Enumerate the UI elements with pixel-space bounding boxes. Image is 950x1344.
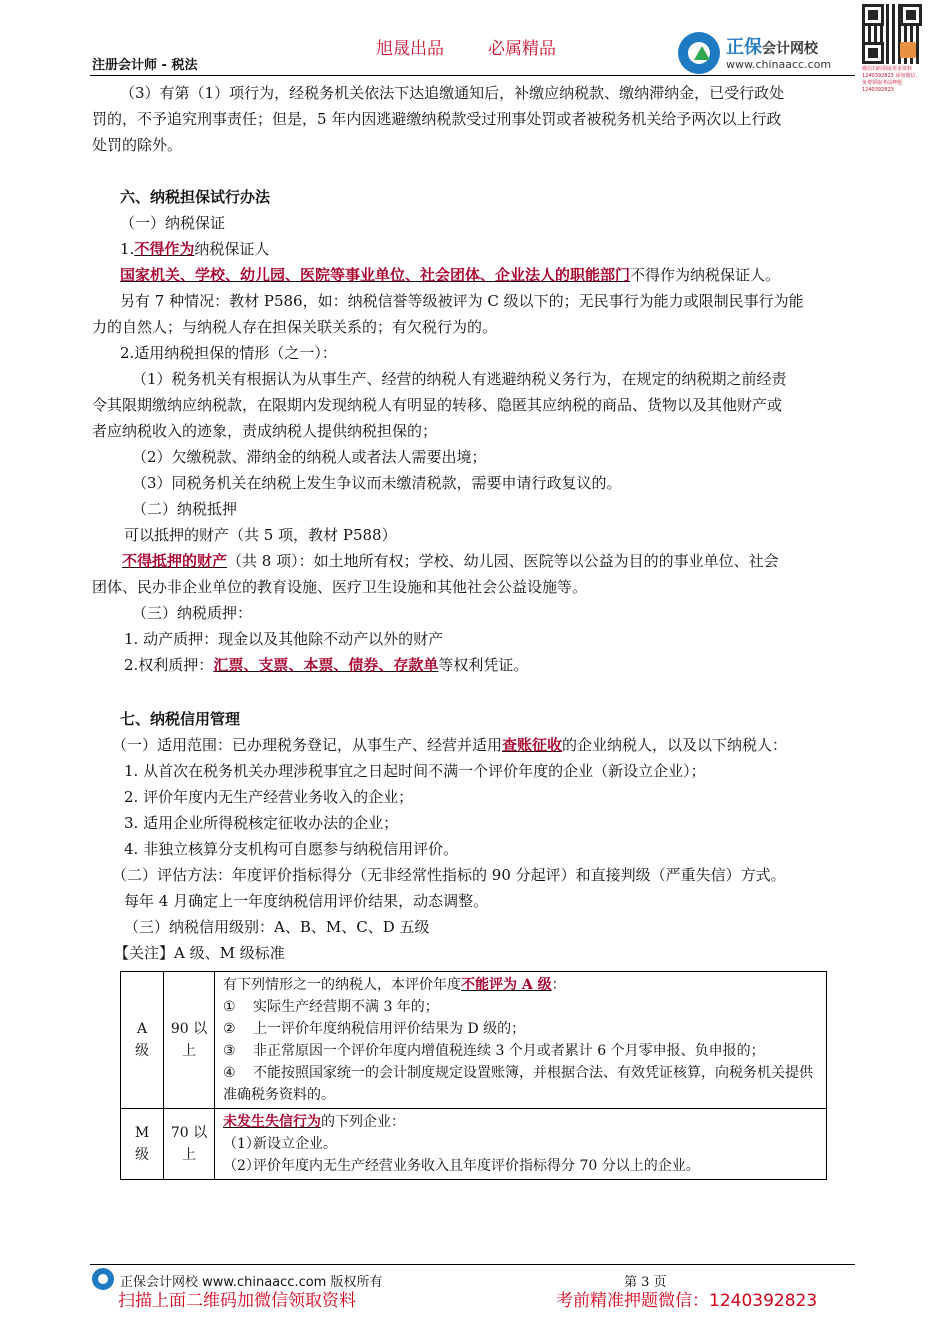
- para-line: 另有 7 种情况：教材 P586，如：纳税信誉等级被评为 C 级以下的；无民事行为能力或限制民事行为能: [120, 292, 804, 310]
- para-line: 力的自然人；与纳税人存在担保关联关系的；有欠税行为的。: [92, 318, 498, 336]
- para-line: 团体、民办非企业单位的教育设施、医疗卫生设施和其他社会公益设施等。: [92, 578, 588, 596]
- para-line: 令其限期缴纳应纳税款，在限期内发现纳税人有明显的转移、隐匿其应纳税的商品、货物以及其他财产或: [92, 396, 783, 414]
- score-cell: 70 以 上: [164, 1109, 215, 1180]
- list-item: （2）评价年度内无生产经营业务收入且年度评价指标得分 70 分以上的企业。: [223, 1158, 700, 1174]
- footer-logo-icon: [92, 1268, 114, 1290]
- subsection-heading: （一）纳税保证: [120, 214, 226, 232]
- para-line: 不得抵押的财产（共 8 项）：如土地所有权；学校、幼儿园、医院等以公益为目的的事业单位、社会: [122, 552, 779, 570]
- criteria-cell: 有下列情形之一的纳税人，本评价年度不能评为 A 级： ① 实际生产经营期不满 3 年的； ② 上一评价年度纳税信用评价结果为 D 级的； ③ 非正常原因一个评价年度内增值税连续 3 个月或者累计 6 个月零申报、负申报的； ④ 不能按照国家统一的会计制度规定设置账簿，并根据合法、有效凭证核算，向税务机关提供准确税务资料的。: [215, 972, 827, 1109]
- highlight-text: 未发生失信行为: [223, 1114, 321, 1130]
- list-item: ① 实际生产经营期不满 3 年的；: [223, 999, 439, 1015]
- score-cell: 90 以 上: [164, 972, 215, 1109]
- logo-name: 正保会计网校: [726, 37, 818, 58]
- para-line: 2.适用纳税担保的情形（之一）：: [120, 344, 337, 362]
- list-item: （1）新设立企业。: [223, 1136, 337, 1152]
- list-item: ③ 非正常原因一个评价年度内增值税连续 3 个月或者累计 6 个月零申报、负申报的；: [223, 1043, 765, 1059]
- para-line: 国家机关、学校、幼儿园、医院等事业单位、社会团体、企业法人的职能部门不得作为纳税保证人。: [120, 266, 781, 284]
- para-line: 者应纳税收入的迹象，责成纳税人提供纳税担保的；: [92, 422, 438, 440]
- slogan-1: 旭晟出品: [376, 39, 444, 59]
- criteria-cell: 未发生失信行为的下列企业： （1）新设立企业。 （2）评价年度内无生产经营业务收入且年度评价指标得分 70 分以上的企业。: [215, 1109, 827, 1180]
- para-line: 每年 4 月确定上一年度纳税信用评价结果，动态调整。: [124, 892, 489, 910]
- para-line: 2.权利质押：汇票、支票、本票、债券、存款单等权利凭证。: [124, 656, 529, 674]
- list-item: 4. 非独立核算分支机构可自愿参与纳税信用评价。: [124, 840, 459, 858]
- para-line: 1. 动产质押：现金以及其他除不动产以外的财产: [124, 630, 444, 648]
- highlight-text: 查账征收: [502, 736, 563, 754]
- grade-cell: A 级: [121, 972, 164, 1109]
- list-item: ② 上一评价年度纳税信用评价结果为 D 级的；: [223, 1021, 526, 1037]
- course-title: 注册会计师 - 税法: [92, 58, 198, 73]
- highlight-text: 国家机关、学校、幼儿园、医院等事业单位、社会团体、企业法人的职能部门: [120, 266, 631, 284]
- para-line: （2）欠缴税款、滞纳金的纳税人或者法人需要出境；: [132, 448, 487, 466]
- credit-grade-table: [120, 971, 827, 1180]
- logo-url: www.chinaacc.com: [726, 58, 832, 71]
- section-heading-7: 七、纳税信用管理: [120, 710, 241, 728]
- footer-divider: [90, 1264, 855, 1265]
- para-line: （三）纳税信用级别：A、B、M、C、D 五级: [124, 918, 430, 936]
- para-line: （3）有第（1）项行为，经税务机关依法下达追缴通知后，补缴应纳税款、缴纳滞纳金，已受行政处: [120, 84, 785, 102]
- para-line: （一）适用范围：已办理税务登记，从事生产、经营并适用查账征收的企业纳税人，以及以下纳税人：: [112, 736, 788, 754]
- para-line: （1）税务机关有根据认为从事生产、经营的纳税人有逃避纳税义务行为，在规定的纳税期之前经责: [132, 370, 787, 388]
- list-item: 3. 适用企业所得税核定征收办法的企业；: [124, 814, 399, 832]
- para-line: 处罚的除外。: [92, 136, 183, 154]
- list-item: 1. 从首次在税务机关办理涉税事宜之日起时间不满一个评价年度的企业（新设立企业）；: [124, 762, 706, 780]
- slogan-2: 必属精品: [488, 39, 556, 59]
- header-divider: [90, 75, 855, 76]
- note-line: 【关注】A 级、M 级标准: [114, 944, 285, 962]
- table-row: [121, 972, 827, 1109]
- footer-notice-right[interactable]: 考前精准押题微信：1240392823: [556, 1291, 818, 1311]
- highlight-text: 不得抵押的财产: [122, 552, 228, 570]
- para-line: 罚的，不予追究刑事责任；但是，5 年内因逃避缴纳税款受过刑事处罚或者被税务机关给予两次以上行政: [92, 110, 782, 128]
- para-line: 可以抵押的财产（共 5 项，教材 P588）: [124, 526, 397, 544]
- para-line: 1.不得作为纳税保证人: [120, 240, 270, 258]
- brand-logo[interactable]: [678, 30, 858, 76]
- highlight-text: 不能评为 A 级: [461, 977, 552, 993]
- qr-caption: 微信扫码领取更多资料 1240392823 添加微信，免费领取考前押题 1240392823: [862, 66, 921, 93]
- highlight-text: 汇票、支票、本票、债券、存款单: [213, 656, 439, 674]
- para-line: （二）评估方法：年度评价指标得分（无非经常性指标的 90 分起评）和直接判级（严重失信）方式。: [112, 866, 786, 884]
- qr-code[interactable]: [862, 4, 922, 93]
- grade-cell: M 级: [121, 1109, 164, 1180]
- subsection-heading: （二）纳税抵押: [132, 500, 238, 518]
- page-number: 第 3 页: [624, 1275, 667, 1290]
- logo-icon: [678, 32, 720, 74]
- list-item: 2. 评价年度内无生产经营业务收入的企业；: [124, 788, 414, 806]
- table-row: [121, 1109, 827, 1180]
- qr-code-icon: [862, 4, 922, 64]
- header-slogan: [376, 34, 600, 59]
- highlight-text: 不得作为: [134, 240, 195, 258]
- section-heading-6: 六、纳税担保试行办法: [120, 188, 271, 206]
- para-line: （3）同税务机关在纳税上发生争议而未缴清税款，需要申请行政复议的。: [132, 474, 622, 492]
- footer-copyright: 正保会计网校 www.chinaacc.com 版权所有: [120, 1275, 383, 1290]
- list-item: ④ 不能按照国家统一的会计制度规定设置账簿，并根据合法、有效凭证核算，向税务机关提供准确税务资料的。: [223, 1065, 813, 1103]
- subsection-heading: （三）纳税质押：: [132, 604, 253, 622]
- footer-notice-left[interactable]: 扫描上面二维码加微信领取资料: [118, 1291, 356, 1311]
